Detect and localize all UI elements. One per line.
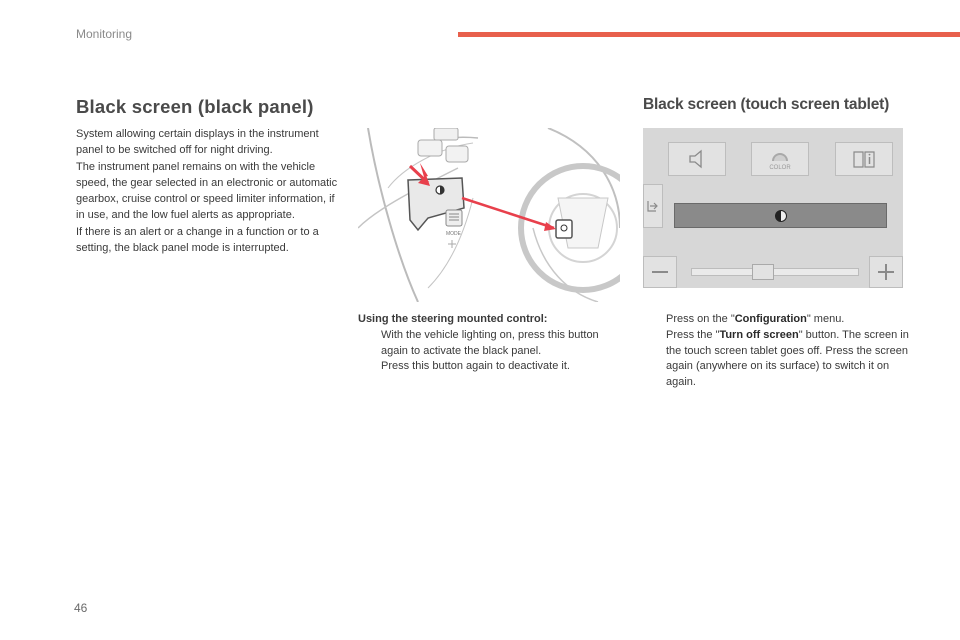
brightness-plus-button[interactable] [869,256,903,288]
touch-screen-tablet-illustration [643,128,903,288]
header-accent-bar [458,32,960,37]
sound-button[interactable] [668,142,726,176]
info-button[interactable] [835,142,893,176]
slider-thumb[interactable] [752,264,774,280]
brightness-minus-button[interactable] [643,256,677,288]
configuration-menu-term: Configuration [734,313,807,325]
back-arrow-icon [646,199,660,213]
steering-control-illustration [358,128,620,302]
description-paragraph: System allowing certain displays in the instrument panel to be switched off for night driving. [76,128,319,157]
step-marker [358,359,381,375]
heading-black-panel: Black screen (black panel) [76,96,314,117]
step-marker [643,328,666,391]
step-text [666,312,913,328]
step-text: With the vehicle lighting on, press this button again to activate the black panel. [381,328,599,357]
color-label: COLOR [769,165,791,171]
half-circle-icon [774,209,788,223]
step-text: Press this button again to deactivate it. [381,360,570,373]
instruction-step [643,328,913,391]
section-title: Monitoring [76,27,133,41]
steering-instructions [358,312,620,375]
instructions-title: Using the steering mounted control: [358,313,548,325]
step-text-part: Press the " [666,328,720,341]
step-marker [358,328,381,360]
speaker-icon [687,148,707,170]
mode-label: MODE [446,231,461,237]
color-button[interactable] [751,142,809,176]
step-marker [643,312,666,328]
black-panel-description [76,126,346,256]
instruction-step [358,328,620,360]
color-icon [760,146,800,172]
step-text-part: Press on the " [666,313,735,325]
turn-off-screen-term: Turn off screen [719,328,799,341]
step-text [666,328,913,391]
turn-off-screen-button[interactable] [674,203,887,228]
description-paragraph: If there is an alert or a change in a function or to a setting, the black panel mode is interrupted. [76,225,319,255]
step-text-part: " menu. [806,313,845,325]
back-button[interactable] [643,184,663,228]
heading-touch-screen: Black screen (touch screen tablet) [643,96,890,113]
instruction-step [358,359,620,375]
instruction-step [643,312,913,328]
step-text-part: " button. The screen in the touch screen tablet goes off. Press the screen again (anywhere on its surface) to switch it on again. [666,328,909,389]
minus-icon [652,270,668,274]
touch-screen-instructions [643,312,913,391]
info-book-icon [852,148,876,170]
page-number: 46 [74,601,88,615]
brightness-slider[interactable] [691,268,859,276]
description-paragraph: The instrument panel remains on with the vehicle speed, the gear selected in an electronic or automatic gearbox, cruise control or speed limiter information, if in use, and the low fuel alerts as appropriate. [76,160,338,222]
plus-icon [878,264,894,280]
